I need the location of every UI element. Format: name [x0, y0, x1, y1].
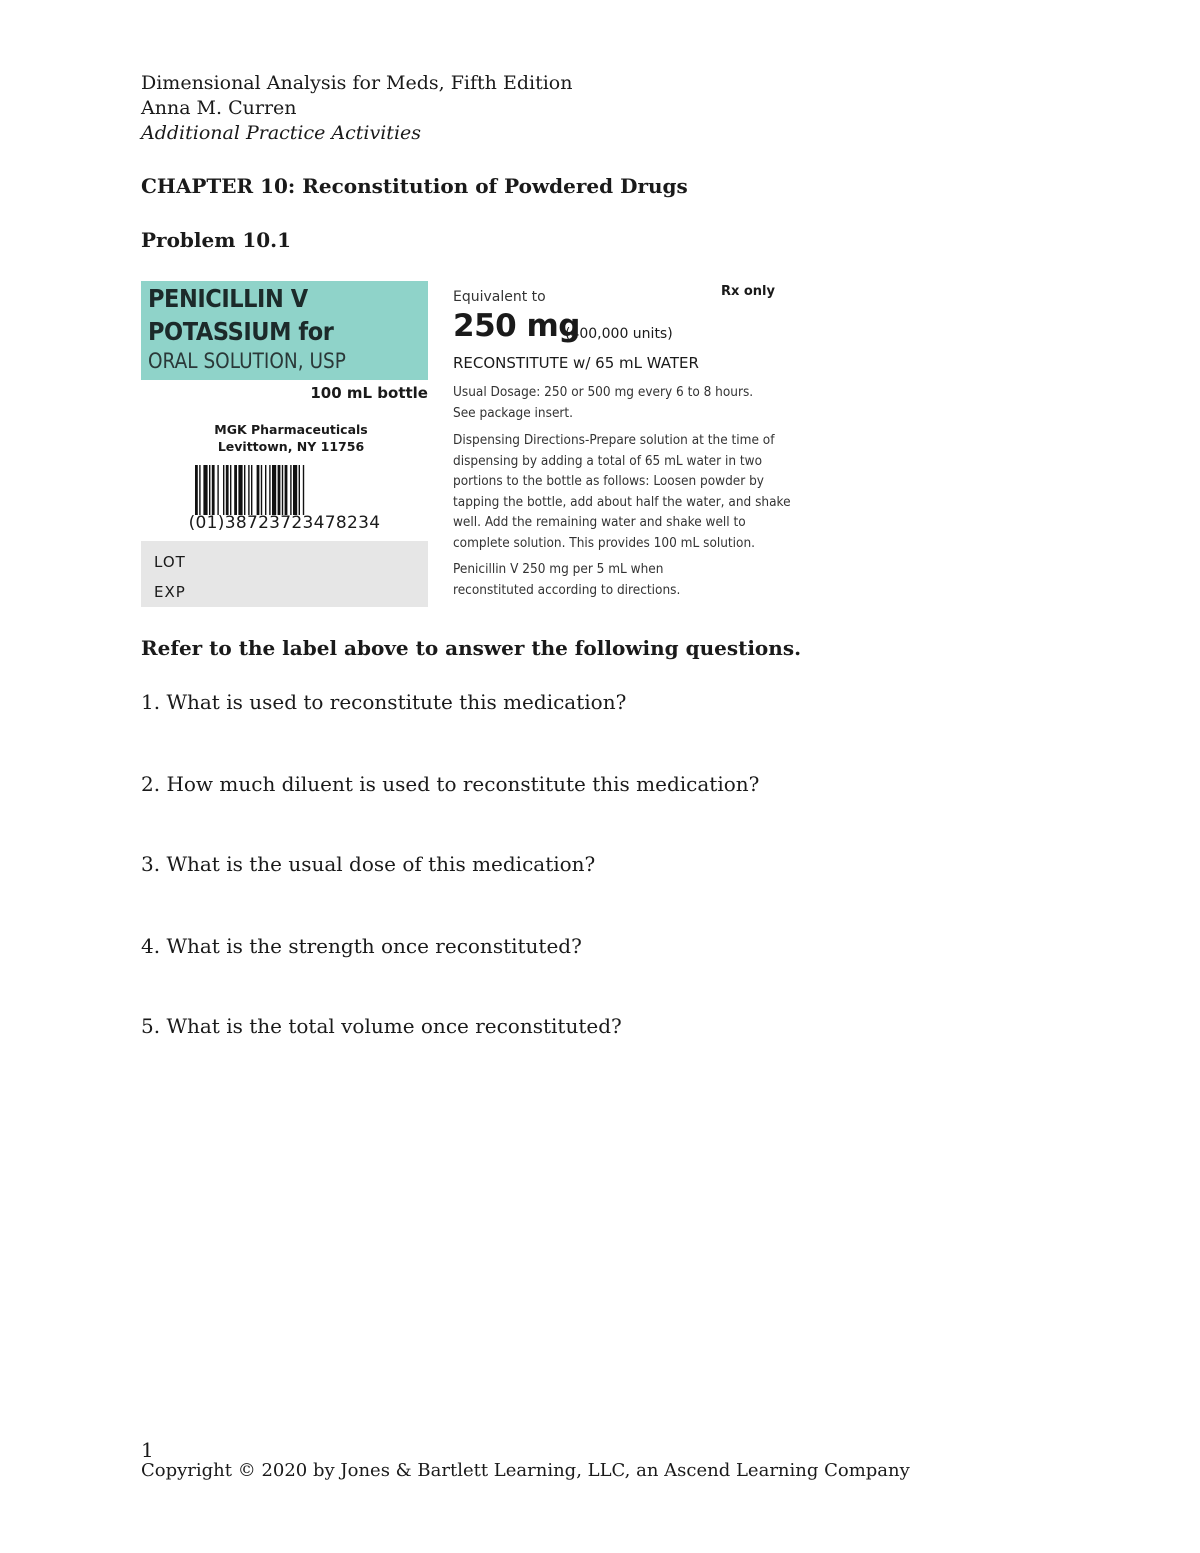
dispensing-line: complete solution. This provides 100 mL solution.: [453, 535, 756, 551]
usual-dosage-line: Usual Dosage: 250 or 500 mg every 6 to 8 hours.: [453, 385, 754, 400]
document-subtitle: Additional Practice Activities: [141, 122, 422, 144]
book-title: Dimensional Analysis for Meds, Fifth Edition: [141, 72, 573, 94]
label-details: [453, 281, 791, 607]
page-number: 1: [141, 1438, 154, 1462]
barcode-image: [195, 465, 373, 515]
manufacturer-name: MGK Pharmaceuticals: [214, 422, 368, 437]
drug-name-line3: ORAL SOLUTION, USP: [148, 349, 346, 373]
question-item: 1. What is used to reconstitute this medication?: [141, 690, 627, 714]
drug-units: (400,000 units): [565, 326, 673, 342]
author-name: Anna M. Curren: [141, 97, 297, 119]
dispensing-line: well. Add the remaining water and shake well to: [453, 515, 746, 530]
dispensing-line: Dispensing Directions-Prepare solution at the time of: [453, 433, 775, 448]
reconstitution-instruction: RECONSTITUTE w/ 65 mL WATER: [453, 354, 699, 372]
usual-dosage-line: See package insert.: [453, 406, 574, 421]
dispensing-line: tapping the bottle, add about half the water, and shake: [453, 494, 791, 510]
manufacturer-city: Levittown, NY 11756: [217, 439, 365, 454]
concentration-line: reconstituted according to directions.: [453, 583, 681, 598]
dispensing-line: portions to the bottle as follows: Loosen powder by: [453, 474, 764, 489]
question-item: 5. What is the total volume once reconstituted?: [141, 1014, 622, 1038]
drug-name-line1: PENICILLIN V: [148, 284, 308, 313]
concentration-line: Penicillin V 250 mg per 5 mL when: [453, 562, 664, 577]
bottle-size: 100 mL bottle: [310, 384, 428, 402]
exp-label: EXP: [154, 583, 186, 601]
drug-label: [141, 281, 791, 607]
rx-only-label: Rx only: [720, 284, 775, 299]
question-item: 4. What is the strength once reconstituted?: [141, 934, 582, 958]
drug-name-line2: POTASSIUM for: [148, 317, 334, 346]
drug-strength: 250 mg: [453, 308, 580, 344]
question-item: 3. What is the usual dose of this medication?: [141, 852, 596, 876]
copyright-notice: Copyright © 2020 by Jones & Bartlett Learning, LLC, an Ascend Learning Company: [141, 1460, 910, 1481]
chapter-title: CHAPTER 10: Reconstitution of Powdered Drugs: [141, 174, 688, 198]
instructions-heading: Refer to the label above to answer the following questions.: [141, 636, 802, 660]
drug-name-band: [141, 281, 428, 380]
equivalent-to-label: Equivalent to: [453, 289, 546, 305]
problem-title: Problem 10.1: [141, 228, 292, 252]
barcode-number: (01)38723723478234: [188, 513, 381, 533]
lot-exp-box: [141, 541, 428, 607]
lot-label: LOT: [154, 553, 186, 571]
question-item: 2. How much diluent is used to reconstitute this medication?: [141, 772, 760, 796]
dispensing-line: dispensing by adding a total of 65 mL water in two: [453, 453, 763, 469]
